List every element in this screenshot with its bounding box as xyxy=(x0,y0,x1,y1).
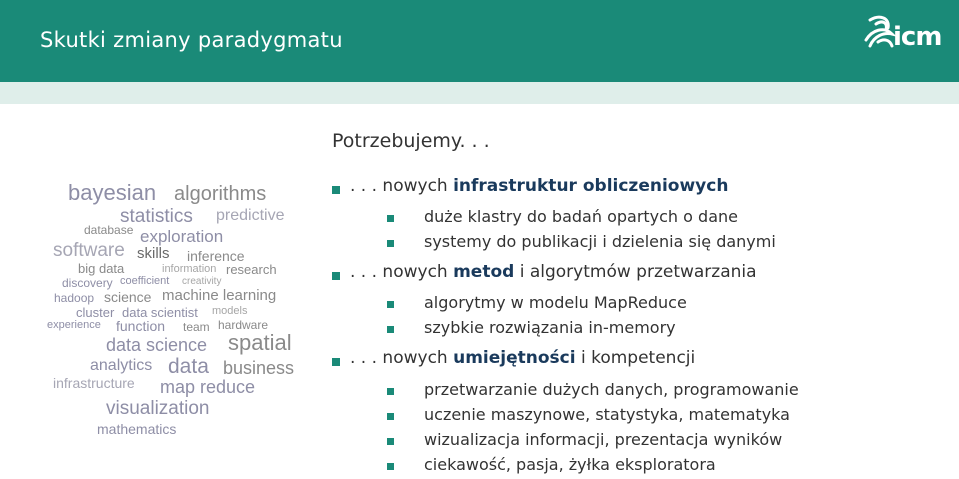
bullet-icon xyxy=(387,413,394,420)
bullet-icon xyxy=(387,438,394,445)
section-heading: . . . nowych metod i algorytmów przetwarzania xyxy=(350,262,757,282)
cloud-word: exploration xyxy=(140,227,224,246)
slide-header xyxy=(0,0,959,82)
word-cloud xyxy=(40,170,320,450)
cloud-word: information xyxy=(162,263,217,275)
cloud-word: business xyxy=(223,358,295,378)
cloud-word: hardware xyxy=(218,318,269,332)
cloud-word: analytics xyxy=(90,357,153,374)
cloud-word: experience xyxy=(47,319,101,331)
cloud-word: mathematics xyxy=(97,421,177,437)
cloud-word: coefficient xyxy=(120,275,170,287)
bullet-icon xyxy=(332,272,340,280)
cloud-word: software xyxy=(53,240,125,261)
bullet-icon xyxy=(332,358,340,366)
cloud-word: predictive xyxy=(216,207,285,224)
cloud-word: skills xyxy=(137,245,170,262)
cloud-word: discovery xyxy=(62,276,113,290)
cloud-word: cluster xyxy=(76,305,115,320)
list-item: ciekawość, pasja, żyłka eksploratora xyxy=(424,455,716,474)
list-item: szybkie rozwiązania in-memory xyxy=(424,318,676,337)
cloud-word: big data xyxy=(78,261,125,276)
cloud-word: function xyxy=(116,318,166,334)
cloud-word: machine learning xyxy=(162,287,277,304)
list-item: systemy do publikacji i dzielenia się danymi xyxy=(424,232,776,251)
list-item: duże klastry do badań opartych o dane xyxy=(424,207,738,226)
list-item: wizualizacja informacji, prezentacja wyników xyxy=(424,430,783,449)
bullet-icon xyxy=(387,326,394,333)
logo-text: icm xyxy=(893,22,942,52)
cloud-word: algorithms xyxy=(174,183,267,205)
cloud-word: spatial xyxy=(228,330,292,355)
section-heading: . . . nowych infrastruktur obliczeniowych xyxy=(350,176,729,196)
cloud-word: inference xyxy=(187,248,245,264)
section-heading: . . . nowych umiejętności i kompetencji xyxy=(350,348,696,368)
cloud-word: research xyxy=(226,262,277,277)
cloud-word: creativity xyxy=(182,276,222,287)
bullet-icon xyxy=(387,301,394,308)
cloud-word: infrastructure xyxy=(53,375,135,391)
bullet-icon xyxy=(387,388,394,395)
cloud-word: visualization xyxy=(106,398,210,419)
cloud-word: data xyxy=(168,355,209,378)
list-item: przetwarzanie dużych danych, programowanie xyxy=(424,380,799,399)
cloud-word: science xyxy=(104,289,152,305)
header-band xyxy=(0,82,959,104)
bullet-icon xyxy=(332,186,340,194)
slide-title: Skutki zmiany paradygmatu xyxy=(40,28,343,52)
cloud-word: team xyxy=(183,320,210,334)
cloud-word: statistics xyxy=(120,206,193,227)
bullet-icon xyxy=(387,215,394,222)
cloud-word: data science xyxy=(106,335,208,355)
cloud-word: hadoop xyxy=(54,291,95,305)
cloud-word: data scientist xyxy=(122,305,198,320)
list-item: uczenie maszynowe, statystyka, matematyka xyxy=(424,405,790,424)
cloud-word: map reduce xyxy=(160,377,256,397)
list-item: algorytmy w modelu MapReduce xyxy=(424,293,687,312)
intro-text: Potrzebujemy. . . xyxy=(332,130,490,152)
cloud-word: bayesian xyxy=(68,180,157,205)
bullet-icon xyxy=(387,240,394,247)
cloud-word: database xyxy=(84,223,134,237)
bullet-icon xyxy=(387,463,394,470)
cloud-word: models xyxy=(212,305,248,317)
